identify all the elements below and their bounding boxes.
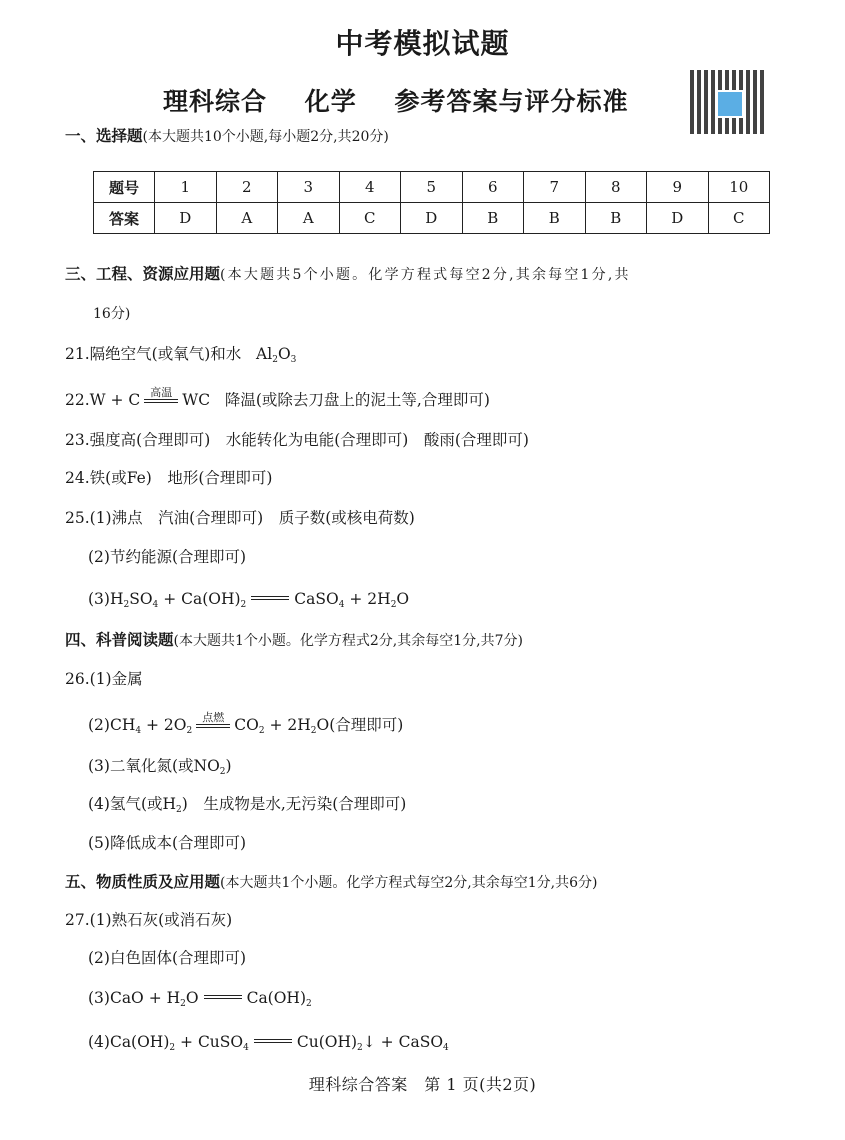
table-cell: 10 [708,172,770,203]
table-cell: A [216,203,278,234]
answer-24: 24.铁(或Fe) 地形(合理即可) [65,469,273,487]
table-row-answers [94,203,770,234]
section4-heading-line [65,628,523,650]
subtitle-subject: 理科综合 [163,87,268,116]
row-label-answer: 答案 [94,203,155,234]
table-cell: D [401,203,463,234]
section4-heading: 四、科普阅读题 [65,631,174,649]
subtitle-desc: 参考答案与评分标准 [394,87,629,116]
section3-heading: 三、工程、资源应用题 [65,265,221,283]
table-cell: 5 [401,172,463,203]
table-cell: D [647,203,709,234]
section3-heading-line [65,262,631,284]
table-cell: B [462,203,524,234]
table-cell: 6 [462,172,524,203]
table-cell: 4 [339,172,401,203]
section5-heading-line [65,870,597,892]
table-cell: 2 [216,172,278,203]
answer-22: 22.W + C 高温 WC 降温(或除去刀盘上的泥土等,合理即可) [65,386,490,409]
answer-25-2: (2)节约能源(合理即可) [88,548,247,566]
table-cell: 7 [524,172,586,203]
reaction-arrow [254,1039,292,1043]
section5-note: (本大题共1个小题。化学方程式每空2分,其余每空1分,共6分) [220,875,598,891]
answer-23: 23.强度高(合理即可) 水能转化为电能(合理即可) 酸雨(合理即可) [65,431,529,449]
reaction-arrow [251,596,289,600]
table-row-numbers [94,172,770,203]
answer-26-3: (3)二氧化氮(或$NO_2$) [88,757,232,777]
page-title: 中考模拟试题 [335,27,510,60]
table-cell: 8 [585,172,647,203]
table-cell: 1 [155,172,217,203]
section4-note: (本大题共1个小题。化学方程式2分,其余每空1分,共7分) [173,633,523,649]
reaction-arrow [204,995,242,999]
page-footer: 理科综合答案 第 1 页(共2页) [308,1075,537,1094]
reaction-arrow: 高温 [144,399,178,403]
table-cell: A [278,203,340,234]
table-cell: D [155,203,217,234]
answer-26-1: 26.(1)金属 [65,670,143,688]
answer-27-4: $(4)Ca(OH)_2$ + CuSO$_4$ $Cu(OH)_2↓$ + CaSO$_4$ [88,1033,449,1053]
section3-note: (本大题共5个小题。化学方程式每空2分,其余每空1分,共 [220,267,631,283]
answer-27-1: 27.(1)熟石灰(或消石灰) [65,911,233,929]
answer-25-1: 25.(1)沸点 汽油(合理即可) 质子数(或核电荷数) [65,509,415,527]
answer-table [93,171,770,234]
answer-27-2: (2)白色固体(合理即可) [88,949,247,967]
reaction-arrow: 点燃 [196,724,230,728]
section1-heading-line [65,124,389,146]
answer-25-3: $(3)H_2SO_4 + Ca(OH)_2$ CaSO$_4$ + $2H_2O$ [88,590,410,610]
section1-note: (本大题共10个小题,每小题2分,共20分) [142,129,389,145]
page-subtitle [163,82,656,118]
qr-code-icon[interactable] [690,70,766,134]
answer-26-5: (5)降低成本(合理即可) [88,834,247,852]
table-cell: C [339,203,401,234]
table-cell: B [585,203,647,234]
table-cell: 9 [647,172,709,203]
table-cell: C [708,203,770,234]
table-cell: 3 [278,172,340,203]
answer-27-3: $(3)CaO + H_2O$ $Ca(OH)_2$ [88,989,312,1009]
table-cell: B [524,203,586,234]
answer-26-4: (4)氢气(或$H_2$) 生成物是水,无污染(合理即可) [88,795,407,815]
section3-note-cont: 16分) [93,306,131,322]
section1-heading: 一、选择题 [65,127,143,145]
answer-21: 21.隔绝空气(或氧气)和水 $Al_2O_3$ [65,345,297,365]
answer-26-2: $(2)CH_4 + 2O_2$ 点燃 $CO_2 + 2H_2O$(合理即可) [88,711,404,736]
row-label-question: 题号 [94,172,155,203]
section5-heading: 五、物质性质及应用题 [65,873,221,891]
subtitle-part: 化学 [304,87,357,116]
